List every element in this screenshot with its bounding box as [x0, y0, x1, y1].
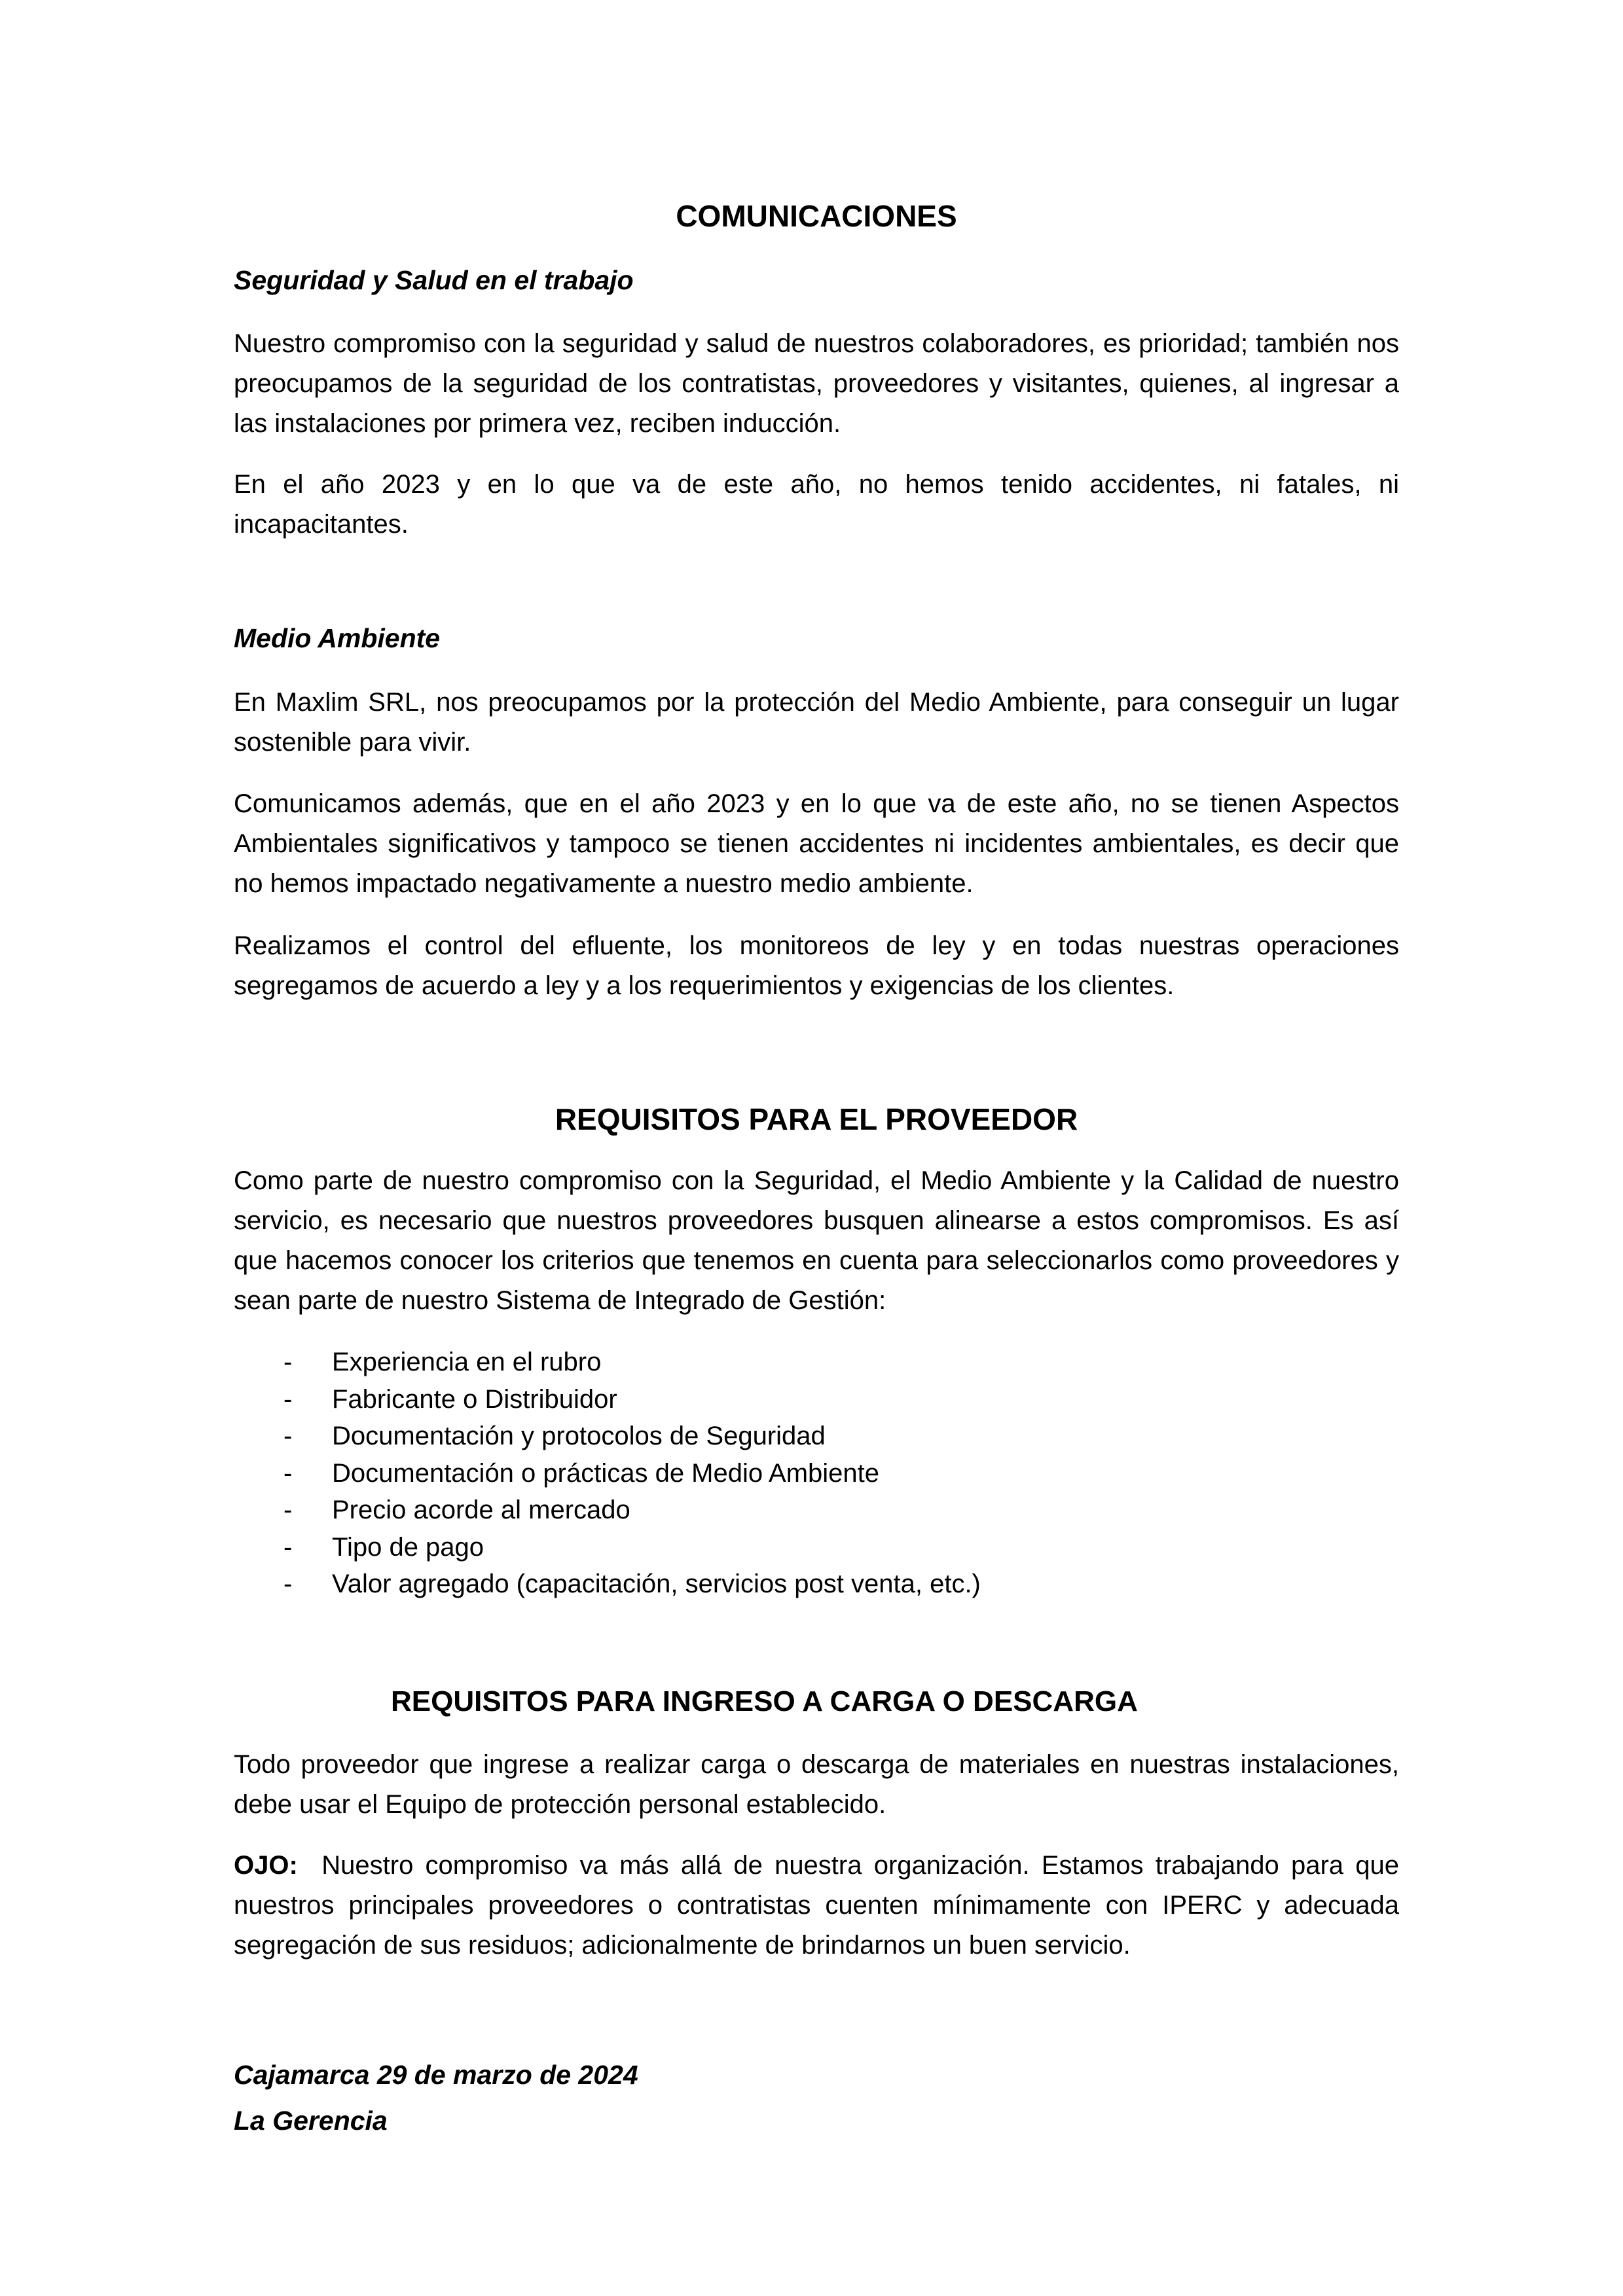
paragraph-seguridad-compromiso: Nuestro compromiso con la seguridad y salud de nuestros colaboradores, es prioridad; también nos preocupamos de la seguridad de los contratistas, proveedores y visitantes, quienes, al ingresar a las instalaciones por primera vez, reciben inducción. — [234, 329, 1399, 438]
list-item-text: Documentación o prácticas de Medio Ambiente — [332, 1458, 880, 1488]
list-bullet: - — [283, 1348, 293, 1376]
proveedor-criteria-list — [234, 1344, 1399, 1603]
heading-seguridad-salud: Seguridad y Salud en el trabajo — [234, 265, 634, 295]
paragraph-medio-ambiente-aspectos: Comunicamos además, que en el año 2023 y en lo que va de este año, no se tienen Aspectos Ambientales significativos y tampoco se tienen accidentes ni incidentes ambientales, es decir que no hemos impactado negativamente a nuestro medio ambiente. — [234, 789, 1399, 898]
paragraph-medio-ambiente-control: Realizamos el control del efluente, los monitoreos de ley y en todas nuestras operaciones segregamos de acuerdo a ley y a los requerimientos y exigencias de los clientes. — [234, 931, 1399, 1000]
title-requisitos-proveedor: REQUISITOS PARA EL PROVEEDOR — [555, 1102, 1078, 1136]
list-item-text: Fabricante o Distribuidor — [332, 1384, 617, 1414]
list-item — [234, 1566, 1399, 1603]
signature-signer: La Gerencia — [234, 2106, 388, 2136]
paragraph-requisitos-proveedor-intro: Como parte de nuestro compromiso con la Seguridad, el Medio Ambiente y la Calidad de nuestro servicio, es necesario que nuestros proveedores busquen alinearse a estos compromisos. Es así que hacemos conocer los criterios que tenemos en cuenta para seleccionarlos como proveedores y sean parte de nuestro Sistema de Integrado de Gestión: — [234, 1166, 1399, 1315]
list-item — [234, 1455, 1399, 1492]
heading-medio-ambiente: Medio Ambiente — [234, 623, 441, 653]
list-bullet: - — [283, 1384, 293, 1414]
list-item — [234, 1529, 1399, 1566]
paragraph-requisitos-carga: Todo proveedor que ingrese a realizar carga o descarga de materiales en nuestras instalaciones, debe usar el Equipo de protección personal establecido. — [234, 1750, 1399, 1819]
paragraph-ojo-note — [234, 1846, 1399, 1965]
note-text: Nuestro compromiso va más allá de nuestra organización. Estamos trabajando para que nuestros principales proveedores o contratistas cuenten mínimamente con IPERC y adecuada segregación de sus residuos; adicionalmente de brindarnos un buen servicio. — [234, 1851, 1399, 1960]
list-item — [234, 1418, 1399, 1455]
list-item-text: Precio acorde al mercado — [332, 1496, 630, 1524]
list-item-text: Tipo de pago — [332, 1532, 484, 1562]
list-bullet: - — [283, 1570, 293, 1598]
paragraph-seguridad-accidentes: En el año 2023 y en lo que va de este año, no hemos tenido accidentes, ni fatales, ni incapacitantes. — [234, 470, 1399, 539]
list-item-text: Experiencia en el rubro — [332, 1348, 602, 1376]
list-item-text: Valor agregado (capacitación, servicios post venta, etc.) — [332, 1570, 981, 1598]
list-bullet: - — [283, 1532, 293, 1562]
document-page — [234, 0, 1399, 2296]
title-comunicaciones: COMUNICACIONES — [676, 199, 957, 233]
list-item — [234, 1381, 1399, 1418]
list-bullet: - — [283, 1496, 293, 1524]
list-bullet: - — [283, 1422, 293, 1450]
list-bullet: - — [283, 1458, 293, 1488]
title-requisitos-carga: REQUISITOS PARA INGRESO A CARGA O DESCARGA — [391, 1685, 1138, 1717]
list-item — [234, 1492, 1399, 1529]
list-item — [234, 1344, 1399, 1381]
signature-place-date: Cajamarca 29 de marzo de 2024 — [234, 2060, 638, 2090]
list-item-text: Documentación y protocolos de Seguridad — [332, 1422, 826, 1450]
paragraph-medio-ambiente-proteccion: En Maxlim SRL, nos preocupamos por la protección del Medio Ambiente, para conseguir un lugar sostenible para vivir. — [234, 688, 1399, 757]
note-label: OJO: — [234, 1851, 298, 1880]
